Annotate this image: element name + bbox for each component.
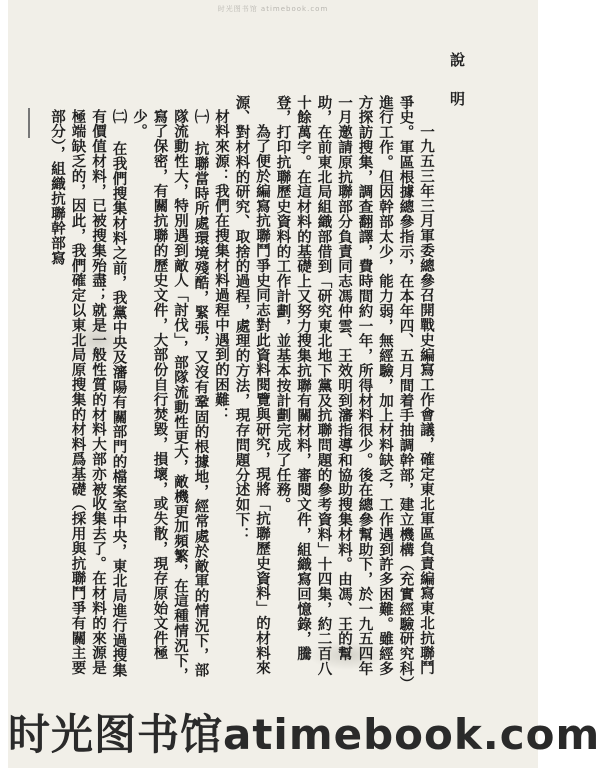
site-watermark: 时光图书馆atimebook.com (8, 710, 600, 759)
paragraph-purpose: 為了便於編寫抗聯鬥爭史同志對此資料閱覽與研究，現將「抗聯歷史資料」的材料來源、對材料的研究、取捨的過程，處理的方法，現存問題分述如下： (233, 95, 271, 676)
top-source-note: 时光图书馆 atimebook.com (217, 5, 329, 13)
document-title: 說明 (448, 52, 466, 130)
paragraph-difficulty-1: ㈠ 抗聯當時所處環境殘酷，緊張，又沒有鞏固的根據地，經常處於敵軍的情況下，部隊流動性大，特別遇到敵人「討伐」，部隊流動性更大，敵機更加頻繁，在這種情況下，寫了保密，有關抗聯的歷史文件，大部份自行焚毀，損壞，或失散，現存原始文件極少。 (131, 109, 210, 683)
paragraph-difficulty-2: ㈡ 在我們搜集材料之前，我黨中央及瀋陽有關部門的檔案室中央，東北局進行過搜集有價值材料，已被搜集殆盡；就是一般性質的材料大部亦被收集去了。在材料的來源是極端缺乏的，因此，我們確定以東北局原搜集的材料爲基礎（採用與抗聯鬥爭有關主要部分），組織抗聯幹部寫 (49, 109, 128, 678)
document-page (8, 0, 600, 768)
document-body (47, 95, 437, 685)
paragraph-sources-heading: 材料來源：我們在搜集材料過程中遇到的困難： (213, 109, 230, 422)
binding-mark (14, 108, 30, 138)
paragraph-intro: 一九五三年三月軍委總參召開戰史編寫工作會議，確定東北軍區負責編寫東北抗聯鬥爭史。軍區根據總參指示，在本年四、五月間着手抽調幹部，建立機構（充實經驗研究科）進行工作。但因幹部太少，能力弱，無經驗，加上材料缺乏，工作遇到許多困難。雖經多方探訪搜集，調查翻譯，費時間約一年，所得材料很少。後在總參幫助下，於一九五四年一月邀請原抗聯部分負責同志馮仲雲、王效明到瀋指導和協助搜集材料。由馮、王的幫助，在前東北局組織部借到「研究東北地下黨及抗聯問題的參考資料」十四集，約二百八十餘萬字。在這材料的基礎上又努力搜集抗聯有關材料，審閱文件，組織寫回憶錄，騰登，打印抗聯歷史資料的工作計劃，並基本按計劃完成了任務。 (274, 95, 435, 684)
